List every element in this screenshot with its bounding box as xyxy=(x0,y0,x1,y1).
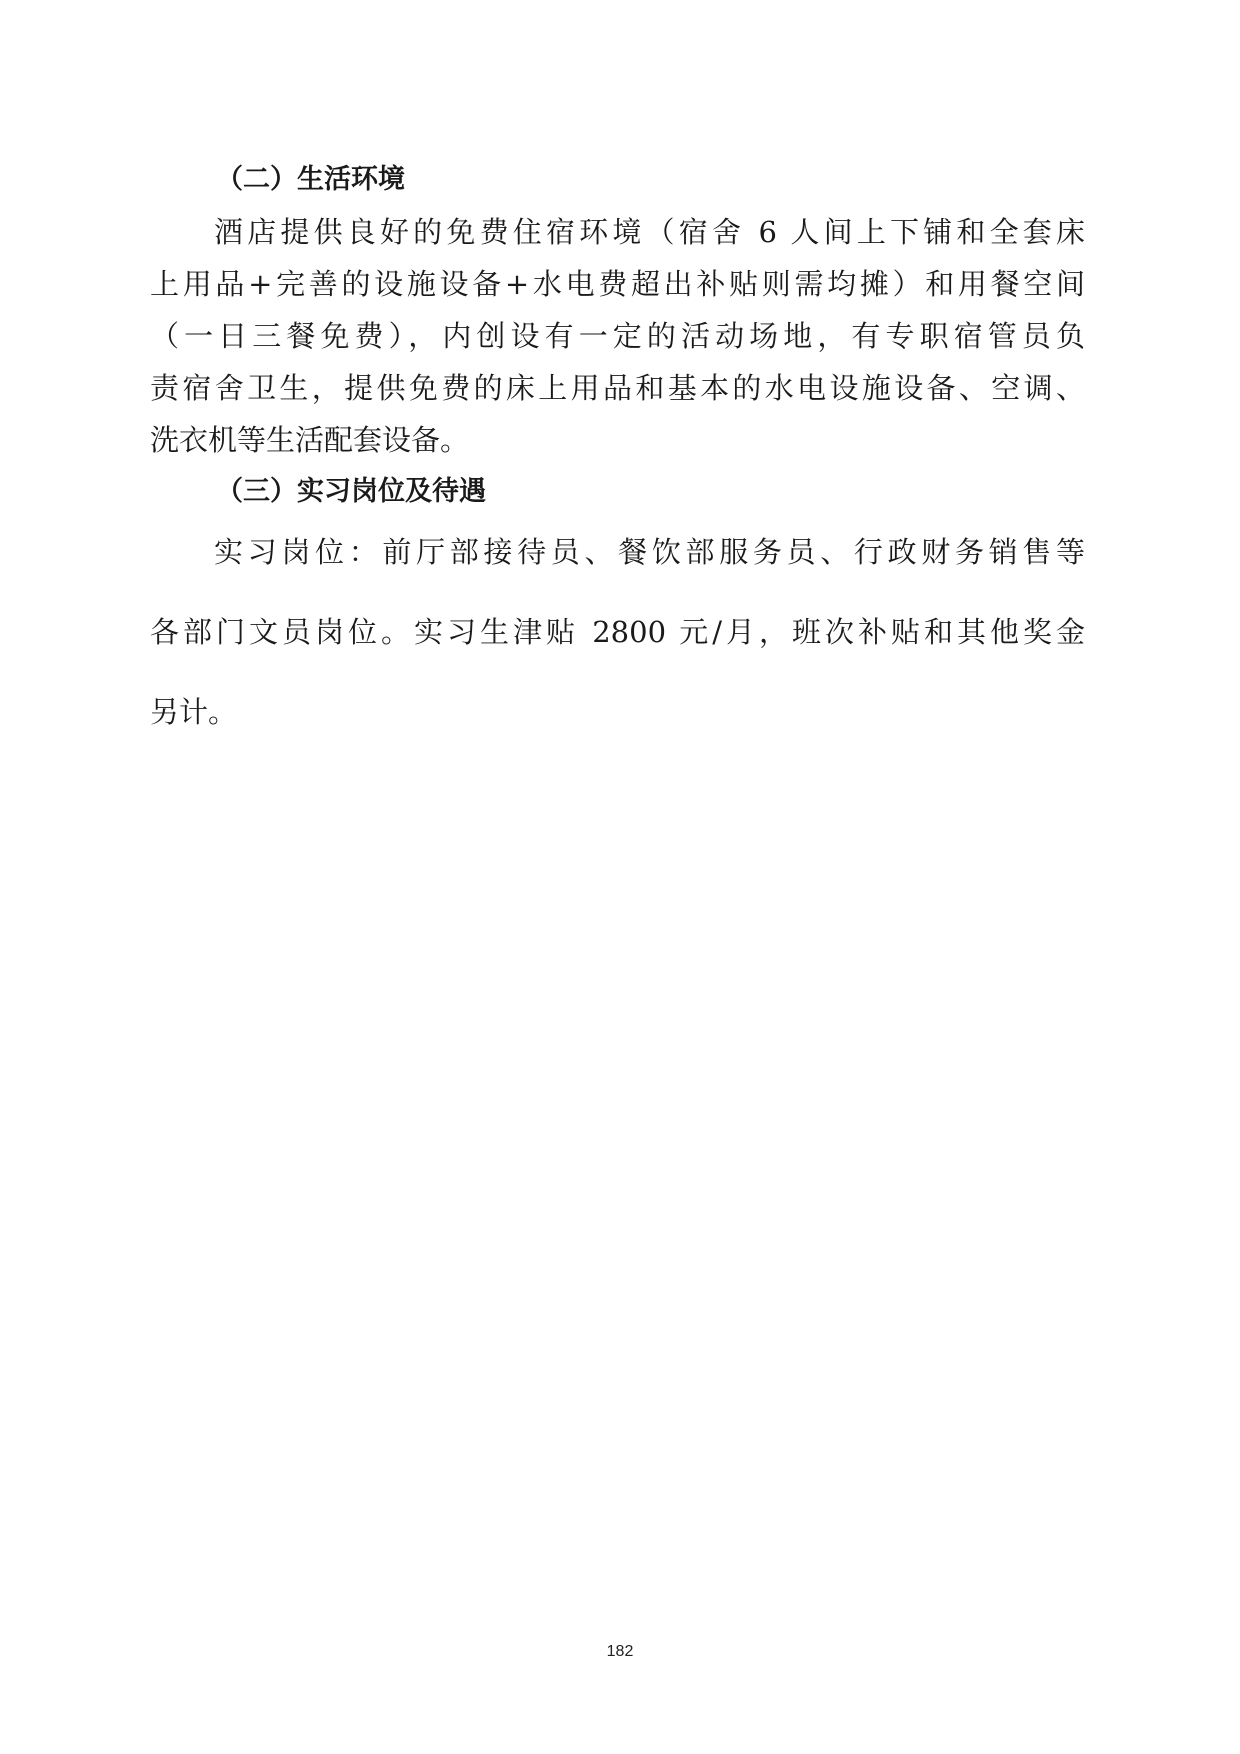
section-heading-living-environment: （二）生活环境 xyxy=(216,164,405,195)
paragraph-line: 酒店提供良好的免费住宿环境（宿舍 6 人间上下铺和全套床 xyxy=(214,215,1085,249)
paragraph-line: 洗衣机等生活配套设备。 xyxy=(150,423,470,457)
paragraph-line: 另计。 xyxy=(150,695,238,729)
paragraph-line: 各部门文员岗位。实习生津贴 2800 元/月，班次补贴和其他奖金 xyxy=(150,615,1085,649)
section-heading-internship-positions: （三）实习岗位及待遇 xyxy=(216,476,486,507)
page-number: 182 xyxy=(606,1643,634,1660)
paragraph-line: 上用品+完善的设施设备+水电费超出补贴则需均摊）和用餐空间 xyxy=(150,267,1085,301)
paragraph-line: （一日三餐免费），内创设有一定的活动场地，有专职宿管员负 xyxy=(150,319,1085,353)
paragraph-line: 实习岗位：前厅部接待员、餐饮部服务员、行政财务销售等 xyxy=(214,535,1085,569)
paragraph-line: 责宿舍卫生，提供免费的床上用品和基本的水电设施设备、空调、 xyxy=(150,371,1085,405)
